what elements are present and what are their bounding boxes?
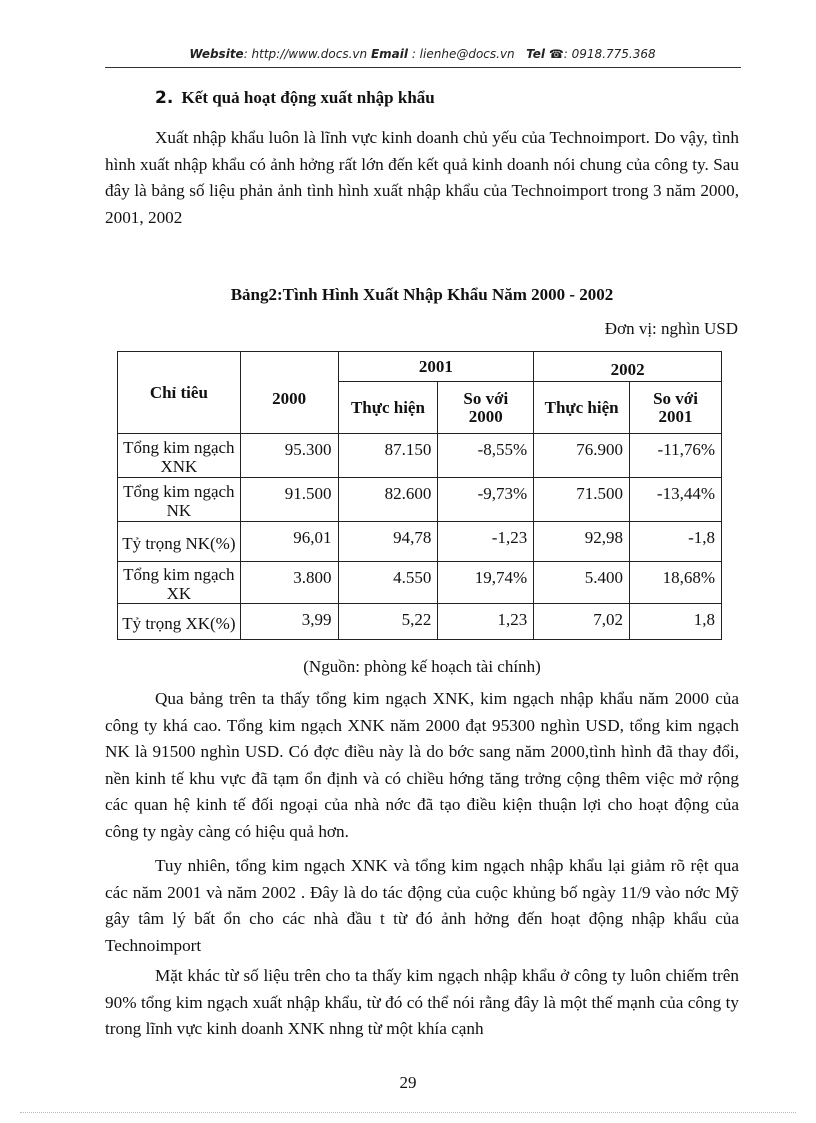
row-label: Tỷ trọng XK(%) <box>118 604 241 640</box>
tel-label: Tel <box>526 47 546 61</box>
value-2002: 7,02 <box>534 604 630 640</box>
compare-2001: -8,55% <box>438 434 534 478</box>
value-2001: 4.550 <box>338 562 438 604</box>
analysis-paragraph-2: Tuy nhiên, tổng kim ngạch XNK và tổng kim ngạch nhập khẩu lại giảm rõ rệt qua các năm 2001 và năm 2002 . Đây là do tác động của cuộc khủng bố ngày 11/9 vào nớc Mỹ gây tâm lý bất ổn cho các nhà đầu t từ đó ảnh hởng đến hoạt động nhập khẩu của Technoimport <box>105 856 739 955</box>
compare-2002: 1,8 <box>630 604 722 640</box>
website-label: Website <box>189 47 244 61</box>
header-actual-2001: Thực hiện <box>338 382 438 434</box>
page-header <box>105 47 740 61</box>
table-row <box>118 522 722 562</box>
value-2001: 94,78 <box>338 522 438 562</box>
website-value: : http://www.docs.vn <box>243 47 368 61</box>
value-2002: 76.900 <box>534 434 630 478</box>
analysis-paragraph-1: Qua bảng trên ta thấy tổng kim ngạch XNK, kim ngạch nhập khẩu năm 2000 của công ty khá cao. Tổng kim ngạch XNK năm 2000 đạt 95300 nghìn USD, tổng kim ngạch NK là 91500 nghìn USD. Có đợc điều này là do bớc sang năm 2000,tình hình đã thay đổi, nền kinh tế khu vực đã tạm ổn định và có chiều hớng tăng trởng cộng thêm việc mở rộng các quan hệ kinh tế đối ngoại của nhà nớc đã tạo điều kiện thuận lợi cho hoạt động của công ty ngày càng có hiệu quả hơn. <box>105 689 739 841</box>
compare-2001: -1,23 <box>438 522 534 562</box>
table-row <box>118 562 722 604</box>
value-2000: 91.500 <box>240 478 338 522</box>
compare-2002: -13,44% <box>630 478 722 522</box>
footer-divider <box>20 1112 796 1113</box>
value-2002: 5.400 <box>534 562 630 604</box>
header-criteria: Chỉ tiêu <box>118 352 241 434</box>
email-label: Email <box>370 47 408 61</box>
table-title: Bảng2:Tình Hình Xuất Nhập Khẩu Năm 2000 - 2002 <box>230 285 614 304</box>
compare-2001: -9,73% <box>438 478 534 522</box>
section-title: Kết quả hoạt động xuất nhập khẩu <box>181 88 435 107</box>
tel-value: : 0918.775.368 <box>563 47 656 61</box>
phone-icon: ☎ <box>548 47 564 61</box>
header-compare-2001: So với 2000 <box>438 382 534 434</box>
table-row <box>118 478 722 522</box>
compare-2002: -1,8 <box>630 522 722 562</box>
compare-2001: 1,23 <box>438 604 534 640</box>
table-source: (Nguồn: phòng kế hoạch tài chính) <box>303 657 541 676</box>
value-2001: 5,22 <box>338 604 438 640</box>
table-unit: Đơn vị: nghìn USD <box>604 319 738 338</box>
email-value: : lienhe@docs.vn <box>411 47 515 61</box>
row-label: Tổng kim ngạch XK <box>118 562 241 604</box>
value-2000: 96,01 <box>240 522 338 562</box>
compare-2002: -11,76% <box>630 434 722 478</box>
value-2001: 82.600 <box>338 478 438 522</box>
row-label: Tỷ trọng NK(%) <box>118 522 241 562</box>
table-row <box>118 604 722 640</box>
header-2000: 2000 <box>240 352 338 434</box>
table-row <box>118 434 722 478</box>
table-header-row <box>118 352 722 382</box>
analysis-paragraph-3: Mặt khác từ số liệu trên cho ta thấy kim ngạch nhập khẩu ở công ty luôn chiếm trên 90% tổng kim ngạch xuất nhập khẩu, từ đó có thể nói rằng đây là một thế mạnh của công ty trong lĩnh vực kinh doanh XNK nhng từ một khía cạnh <box>105 966 739 1039</box>
header-2002: 2002 <box>534 352 722 382</box>
value-2002: 71.500 <box>534 478 630 522</box>
page-number: 29 <box>399 1073 417 1092</box>
value-2000: 3.800 <box>240 562 338 604</box>
section-heading <box>155 88 435 108</box>
header-divider <box>105 67 741 68</box>
value-2002: 92,98 <box>534 522 630 562</box>
row-label: Tổng kim ngạch XNK <box>118 434 241 478</box>
row-label: Tổng kim ngạch NK <box>118 478 241 522</box>
intro-paragraph: Xuất nhập khẩu luôn là lĩnh vực kinh doanh chủ yếu của Technoimport. Do vậy, tình hình xuất nhập khẩu có ảnh hởng rất lớn đến kết quả kinh doanh nói chung của công ty. Sau đây là bảng số liệu phản ảnh tình hình xuất nhập khẩu của Technoimport trong 3 năm 2000, 2001, 2002 <box>105 128 739 227</box>
value-2001: 87.150 <box>338 434 438 478</box>
export-import-table <box>117 351 722 640</box>
compare-2001: 19,74% <box>438 562 534 604</box>
compare-2002: 18,68% <box>630 562 722 604</box>
header-2001: 2001 <box>338 352 534 382</box>
section-number: 2. <box>155 88 174 108</box>
value-2000: 3,99 <box>240 604 338 640</box>
header-compare-2002: So với 2001 <box>630 382 722 434</box>
header-actual-2002: Thực hiện <box>534 382 630 434</box>
value-2000: 95.300 <box>240 434 338 478</box>
